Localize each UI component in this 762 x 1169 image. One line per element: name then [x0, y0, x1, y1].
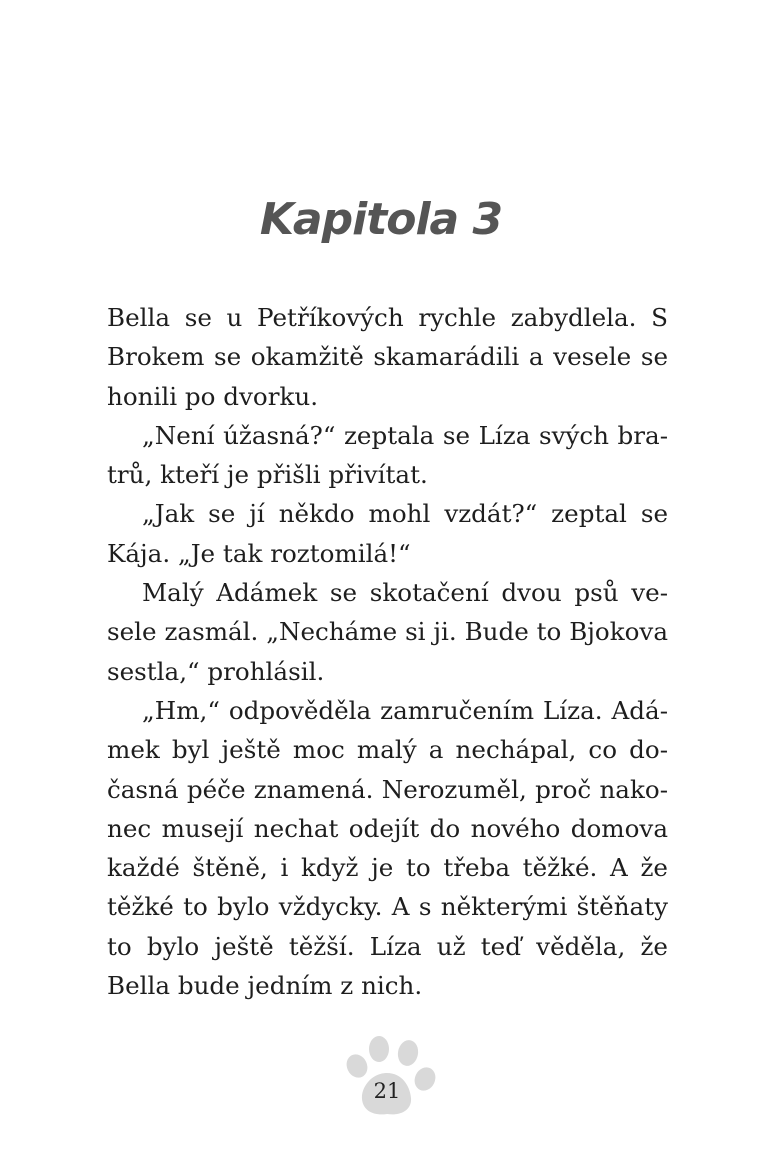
- paragraph: „Jak se jí někdo mohl vzdát?“ zeptal se Kája. „Je tak roztomilá!“: [107, 499, 668, 568]
- paragraph: „Hm,“ odpověděla zamručením Líza. Adámek byl ještě moc malý a nechápal, co dočasná péče znamená. Nerozuměl, proč nakonec musejí nechat odejít do nového domova každé štěně, i když je to třeba těžké. A že těžké to bylo vždycky. A s některými štěňaty to bylo ještě těžší. Líza už teď věděla, že Bella bude jedním z nich.: [107, 695, 668, 1001]
- paragraph: Bella se u Petříkových rychle zabydlela. S Brokem se okamžitě skamarádili a vesele se honili po dvorku.: [107, 303, 668, 411]
- paragraph: „Není úžasná?“ zeptala se Líza svých bratrů, kteří je přišli přivítat.: [107, 420, 668, 490]
- chapter-body: [107, 298, 668, 1005]
- page-number: 21: [373, 1079, 401, 1103]
- paragraph: Malý Adámek se skotačení dvou psů vesele zasmál. „Necháme si ji. Bude to Bjokova sestla,“ prohlásil.: [107, 578, 668, 686]
- chapter-title: Kapitola 3: [259, 194, 503, 246]
